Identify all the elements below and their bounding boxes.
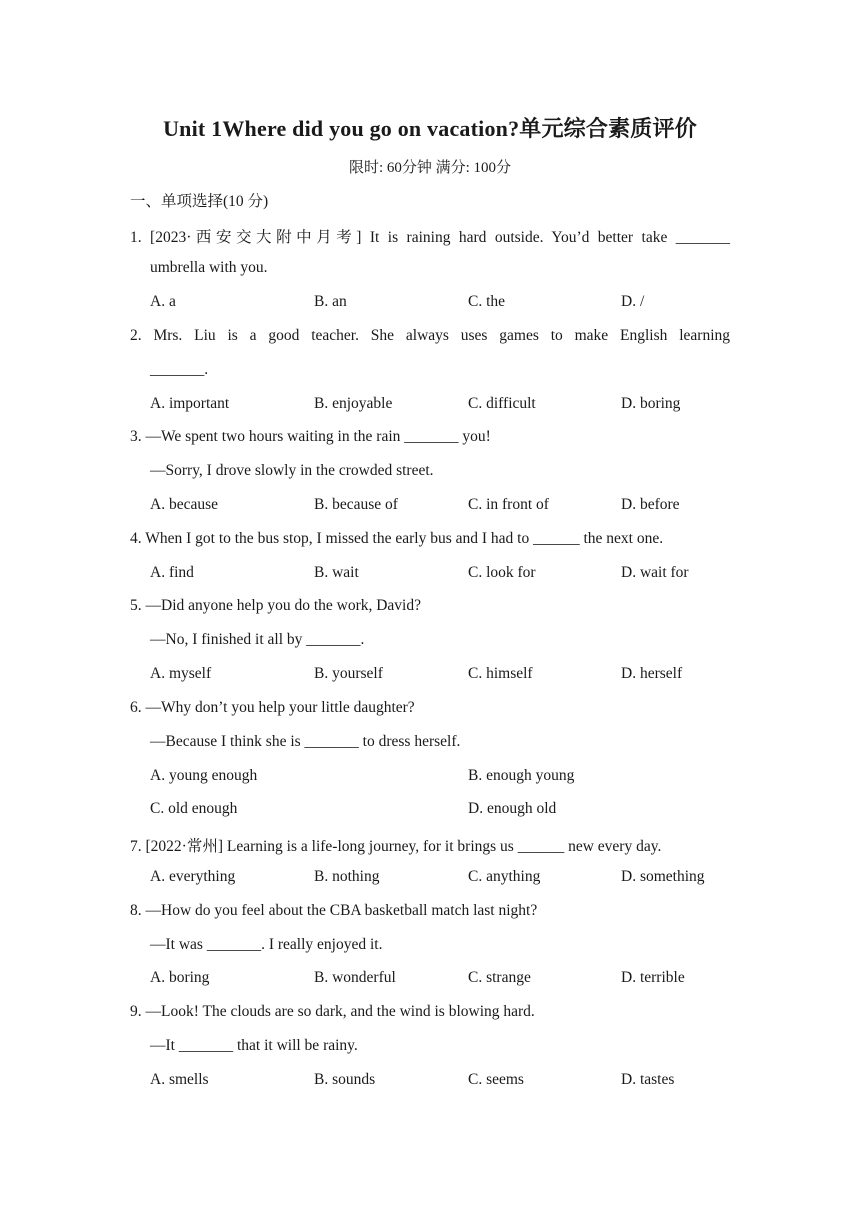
question-3-option-b[interactable]: B. because of bbox=[314, 496, 398, 513]
question-6-line-2: —Because I think she is _______ to dress herself. bbox=[150, 733, 461, 750]
question-2-option-b[interactable]: B. enjoyable bbox=[314, 395, 393, 412]
question-7-line-1: 7. [2022·常州] Learning is a life-long journey, for it brings us ______ new every day. bbox=[130, 838, 662, 855]
question-4-line-1: 4. When I got to the bus stop, I missed the early bus and I had to ______ the next one. bbox=[130, 530, 664, 547]
question-2-line-1: 2. Mrs. Liu is a good teacher. She always uses games to make English learning bbox=[130, 327, 730, 344]
question-8-option-a[interactable]: A. boring bbox=[150, 969, 210, 986]
question-9-option-a[interactable]: A. smells bbox=[150, 1071, 209, 1088]
question-2-option-d[interactable]: D. boring bbox=[621, 395, 681, 412]
question-4-option-c[interactable]: C. look for bbox=[468, 564, 536, 581]
question-8-line-2: —It was _______. I really enjoyed it. bbox=[150, 936, 383, 953]
question-1-line-2: umbrella with you. bbox=[150, 259, 268, 276]
page-title: Unit 1Where did you go on vacation?单元综合素质评价 bbox=[163, 116, 697, 141]
question-6-line-1: 6. —Why don’t you help your little daughter? bbox=[130, 699, 415, 716]
question-2-option-c[interactable]: C. difficult bbox=[468, 395, 536, 412]
question-8-option-c[interactable]: C. strange bbox=[468, 969, 531, 986]
question-3-option-a[interactable]: A. because bbox=[150, 496, 218, 513]
question-5-line-1: 5. —Did anyone help you do the work, David? bbox=[130, 597, 421, 614]
question-7-option-c[interactable]: C. anything bbox=[468, 868, 541, 885]
question-9-option-c[interactable]: C. seems bbox=[468, 1071, 524, 1088]
question-7-option-d[interactable]: D. something bbox=[621, 868, 705, 885]
question-2-line-2: _______. bbox=[150, 361, 209, 378]
question-1-option-a[interactable]: A. a bbox=[150, 293, 176, 310]
question-7-option-b[interactable]: B. nothing bbox=[314, 868, 380, 885]
question-4-option-b[interactable]: B. wait bbox=[314, 564, 359, 581]
question-5-option-b[interactable]: B. yourself bbox=[314, 665, 383, 682]
time-score-info: 限时: 60分钟 满分: 100分 bbox=[348, 160, 512, 176]
question-9-line-2: —It _______ that it will be rainy. bbox=[150, 1037, 358, 1054]
question-2-option-a[interactable]: A. important bbox=[150, 395, 230, 412]
section-heading: 一、单项选择(10 分) bbox=[130, 193, 269, 210]
question-4-option-a[interactable]: A. find bbox=[150, 564, 194, 581]
question-3-option-d[interactable]: D. before bbox=[621, 496, 680, 513]
question-6-option-b[interactable]: B. enough young bbox=[468, 767, 575, 784]
question-9-option-b[interactable]: B. sounds bbox=[314, 1071, 376, 1088]
question-1-line-1: 1. [2023·西安交大附中月考] It is raining hard outside. You’d better take _______ bbox=[130, 229, 730, 246]
question-6-option-c[interactable]: C. old enough bbox=[150, 800, 238, 817]
question-1-option-c[interactable]: C. the bbox=[468, 293, 506, 310]
question-3-line-1: 3. —We spent two hours waiting in the rain _______ you! bbox=[130, 428, 491, 445]
question-5-option-d[interactable]: D. herself bbox=[621, 665, 683, 682]
question-5-option-a[interactable]: A. myself bbox=[150, 665, 212, 682]
question-9-option-d[interactable]: D. tastes bbox=[621, 1071, 675, 1088]
question-5-option-c[interactable]: C. himself bbox=[468, 665, 533, 682]
question-5-line-2: —No, I finished it all by _______. bbox=[150, 631, 365, 648]
question-6-option-d[interactable]: D. enough old bbox=[468, 800, 557, 817]
question-3-line-2: —Sorry, I drove slowly in the crowded street. bbox=[150, 462, 434, 479]
question-8-line-1: 8. —How do you feel about the CBA basketball match last night? bbox=[130, 902, 538, 919]
question-1-option-d[interactable]: D. / bbox=[621, 293, 645, 310]
question-7-option-a[interactable]: A. everything bbox=[150, 868, 236, 885]
question-1-option-b[interactable]: B. an bbox=[314, 293, 347, 310]
question-9-line-1: 9. —Look! The clouds are so dark, and the wind is blowing hard. bbox=[130, 1003, 535, 1020]
question-8-option-b[interactable]: B. wonderful bbox=[314, 969, 396, 986]
question-8-option-d[interactable]: D. terrible bbox=[621, 969, 685, 986]
question-4-option-d[interactable]: D. wait for bbox=[621, 564, 689, 581]
question-6-option-a[interactable]: A. young enough bbox=[150, 767, 258, 784]
question-3-option-c[interactable]: C. in front of bbox=[468, 496, 549, 513]
